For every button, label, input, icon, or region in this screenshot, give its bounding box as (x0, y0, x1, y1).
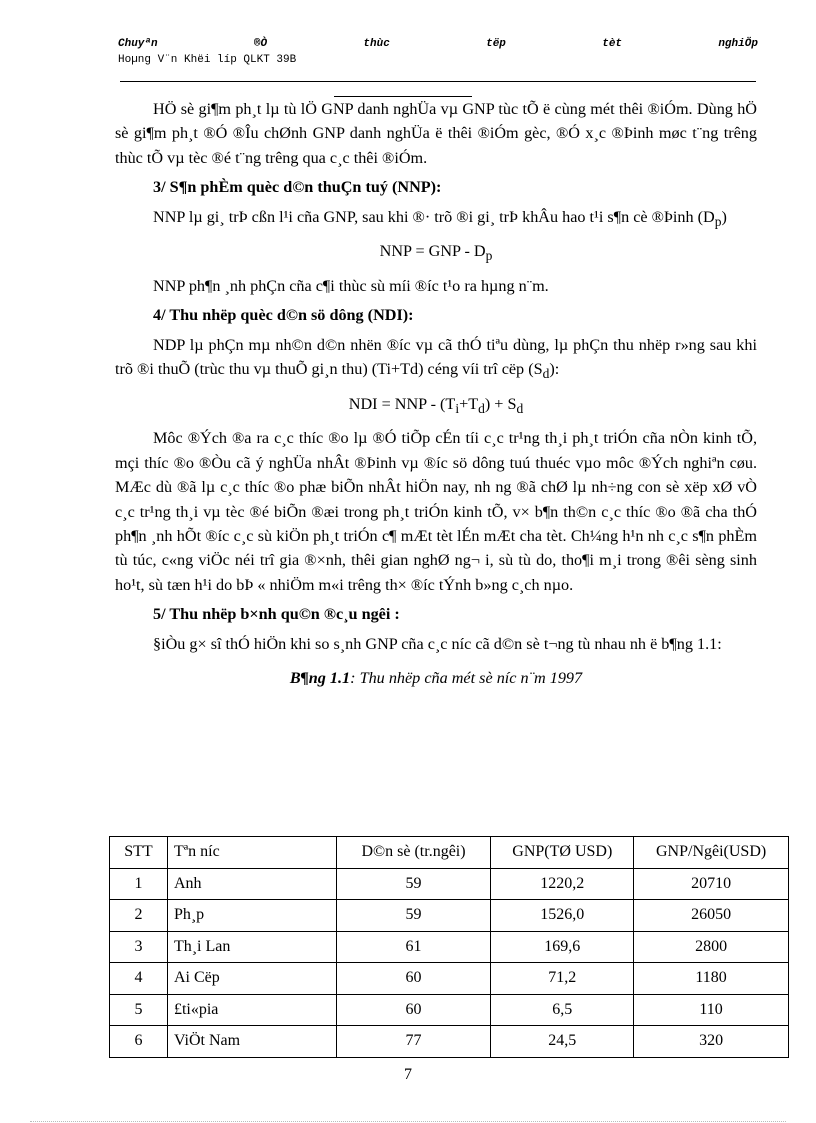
cell-stt: 2 (110, 900, 168, 932)
cell-population: 60 (336, 994, 491, 1026)
section-heading: 3/ S¶n phÈm quèc d©n thuÇn tuý (NNP): (153, 178, 442, 197)
header-word: Chuyªn (118, 38, 158, 50)
page-bottom-rule (30, 1121, 786, 1122)
document-body (115, 97, 757, 690)
paragraph: §iÒu g× sî thÓ hiÖn khi so s¸nh GNP cña c¸c níc cã d©n sè t¬ng tù nhau nh ë b¶ng 1.1: (153, 634, 722, 653)
paragraph: HÖ sè gi¶m ph¸t lµ tù lÖ GNP danh nghÜa vµ GNP tùc tÕ ë cùng mét thêi ®iÓm. Dùng hÖ sè gi¶m ph¸t ®Ó ®Îu chØnh GNP danh nghÜa ë thêi ®iÓm gèc, ®Ó x¸c ®Þinh møc t¨ng trêng thùc tÕ vµ tèc ®é t¨ng trêng qua c¸c thêi ®iÓm. (115, 100, 757, 167)
col-header-population: D©n sè (tr.ngêi) (336, 837, 491, 869)
cell-gnp: 1526,0 (491, 900, 634, 932)
cell-gnp-per-capita: 2800 (634, 931, 789, 963)
text-run: ) (721, 207, 727, 226)
cell-gnp: 24,5 (491, 1026, 634, 1058)
subscript: d (516, 401, 524, 416)
running-header (118, 38, 758, 52)
cell-population: 60 (336, 963, 491, 995)
cell-gnp: 71,2 (491, 963, 634, 995)
cell-population: 59 (336, 900, 491, 932)
header-word: nghiÖp (718, 38, 758, 50)
paragraph: Môc ®Ých ®a ra c¸c thíc ®o lµ ®Ó tiÕp cÉn tíi c¸c tr¹ng th¸i ph¸t triÓn cña nÒn kinh tÕ, mçi thíc ®o ®Òu cã ý nghÜa nhÂt ®Þinh vµ ®íc sö dông tuú thuéc vµo môc ®Ých nghiªn cøu. MÆc dù ®ã lµ c¸c thíc ®o phæ biÕn nhÂt hiÖn nay, nh ng ®ã chØ lµ nh÷ng con sè xëp xØ vÒ c¸c tr¹ng th¸i vµ tèc ®é biÕn ®æi trong ph¸t triÓn kinh tÕ, v× b¶n th©n c¸c thíc ®o ®ã cha thÓ ph¶n ¸nh hÕt ®íc c¸c sù kiÖn ph¸t triÓn c¶ mÆt tèt lÉn mÆt cha tèt. Ch¼ng h¹n nh c¸c s¶n phÈm tù túc, c«ng viÖc néi trî gia ®×nh, thêi gian nghØ ng¬ i, sù tù do, tho¶i m¸i trong ®êi sèng sinh ho¹t, sù tæn h¹i do bÞ « nhiÖm m«i trêng th× ®íc tÝnh b»ng c¸ch nµo. (115, 429, 757, 594)
page-number: 7 (404, 1066, 412, 1083)
table-row (110, 931, 789, 963)
cell-gnp-per-capita: 20710 (634, 868, 789, 900)
table-header-row (110, 837, 789, 869)
subscript: i (455, 401, 460, 416)
subscript: d (542, 366, 550, 382)
cell-country: £ti«pia (167, 994, 336, 1026)
table-row (110, 868, 789, 900)
text-run: +T (459, 394, 479, 413)
cell-population: 77 (336, 1026, 491, 1058)
table-row (110, 994, 789, 1026)
table-row (110, 963, 789, 995)
cell-country: Ph¸p (167, 900, 336, 932)
cell-stt: 5 (110, 994, 168, 1026)
cell-gnp: 1220,2 (491, 868, 634, 900)
text-run: NNP = GNP - D (379, 242, 486, 261)
text-run: ): (549, 360, 560, 379)
cell-population: 61 (336, 931, 491, 963)
income-table (109, 836, 789, 1058)
col-header-gnp-per-capita: GNP/Ngêi(USD) (634, 837, 789, 869)
table-row (110, 900, 789, 932)
paragraph: NNP ph¶n ¸nh phÇn cña c¶i thùc sù míi ®íc t¹o ra hµng n¨m. (153, 276, 549, 295)
text-run: NDI = NNP - (T (348, 394, 456, 413)
text-run: ) + S (484, 394, 517, 413)
cell-country: Th¸i Lan (167, 931, 336, 963)
paragraph (115, 333, 757, 387)
col-header-country: Tªn níc (167, 837, 336, 869)
cell-stt: 1 (110, 868, 168, 900)
text-run: NDP lµ phÇn mµ nh©n d©n nhën ®íc vµ cã thÓ tiªu dùng, lµ phÇn thu nhëp r»ng sau khi trõ ®i thuÕ (trùc thu vµ thuÕ gi¸n thu) (Ti+Td) céng víi trî cëp (S (115, 335, 757, 379)
cell-population: 59 (336, 868, 491, 900)
cell-country: Anh (167, 868, 336, 900)
table-caption (115, 666, 757, 690)
cell-stt: 6 (110, 1026, 168, 1058)
cell-gnp: 169,6 (491, 931, 634, 963)
col-header-gnp: GNP(TØ USD) (491, 837, 634, 869)
header-word: tëp (486, 38, 506, 50)
cell-stt: 3 (110, 931, 168, 963)
cell-country: Ai Cëp (167, 963, 336, 995)
header-word: thùc (363, 38, 390, 50)
cell-gnp-per-capita: 320 (634, 1026, 789, 1058)
cell-country: ViÖt Nam (167, 1026, 336, 1058)
equation (115, 239, 757, 269)
cell-gnp: 6,5 (491, 994, 634, 1026)
equation (115, 392, 757, 422)
header-rule (120, 81, 756, 82)
cell-stt: 4 (110, 963, 168, 995)
paragraph (115, 205, 757, 235)
caption-text: : Thu nhëp cña mét sè níc n¨m 1997 (350, 669, 583, 688)
header-word: tèt (602, 38, 623, 50)
header-word: ®Ò (253, 38, 268, 50)
subscript: d (478, 401, 485, 416)
col-header-stt: STT (110, 837, 168, 869)
section-heading: 4/ Thu nhëp quèc d©n sö dông (NDI): (153, 306, 414, 325)
cell-gnp-per-capita: 110 (634, 994, 789, 1026)
section-heading: 5/ Thu nhëp b×nh qu©n ®c¸u ngêi : (153, 605, 400, 624)
subscript: p (485, 248, 493, 264)
cell-gnp-per-capita: 26050 (634, 900, 789, 932)
subscript: p (714, 213, 722, 229)
author-line: Hoµng V¨n Khëi líp QLKT 39B (118, 54, 297, 66)
caption-label: B¶ng 1.1 (289, 669, 351, 688)
cell-gnp-per-capita: 1180 (634, 963, 789, 995)
table-row (110, 1026, 789, 1058)
text-run: NNP lµ gi¸ trÞ cßn l¹i cña GNP, sau khi ®· trõ ®i gi¸ trÞ khÂu hao t¹i s¶n cè ®Þinh (D (153, 207, 715, 226)
